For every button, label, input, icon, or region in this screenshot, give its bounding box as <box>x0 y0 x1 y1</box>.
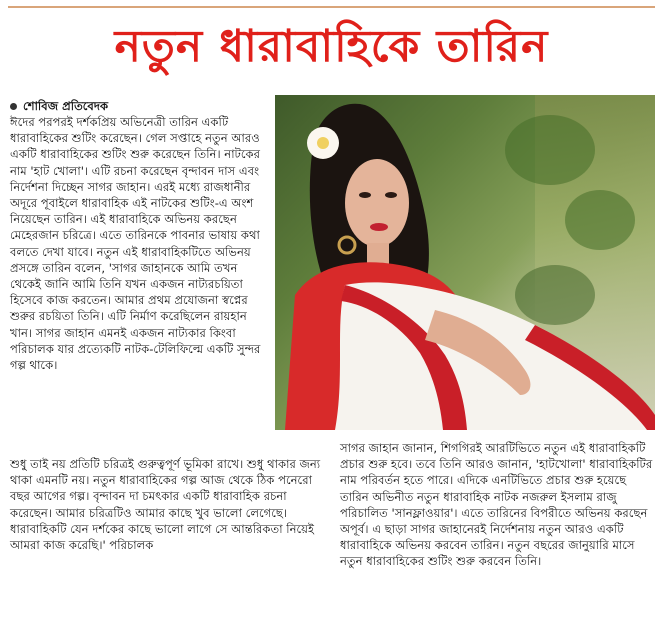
article-paragraph-right: সাগর জাহান জানান, শিগগিরই আরটিভিতে নতুন এই ধারাবাহিকটি প্রচার শুরু হবে। তবে তিনি আরও জানান, 'হাটখোলা' ধারাবাহিকটির নাম পরিবর্তন হতে পারে। এদিকে এনটিভিতে প্রচার শুরু হয়েছে তারিন অভিনীত নতুন ধারাবাহিক নাটক নজরুল ইসলাম রাজু পরিচালিত 'সানফ্লাওয়ার'। এতে তারিনের বিপরীতে অভিনয় করছেন অপূর্ব। এ ছাড়া সাগর জাহানেরই নির্দেশনায় নতুন আরও একটি ধারাবাহিকে অভিনয় করবেন তারিন। নতুন বছরের জানুয়ারি মাসে নতুন ধারাবাহিকের শুটিং শুরু করবেন তিনি। <box>340 441 653 569</box>
article-paragraph-bottom-left: শুধু তাই নয় প্রতিটি চরিত্রই গুরুত্বপূর্ণ ভূমিকা রাখে। শুধু থাকার জন্য থাকা এমনটি নয়। নতুন ধারাবাহিকের গল্প আজ থেকে ঠিক পনেরো বছর আগের গল্প। বৃন্দাবন দা চমৎকার একটি ধারাবাহিক রচনা করেছেন। আমার চরিত্রটিও আমার কাছে খুব ভালো লেগেছে। ধারাবাহিকটি যেন দর্শকের কাছে ভালো লাগে সে আন্তরিকতা নিয়েই আমরা কাজ করেছি।' পরিচালক <box>10 457 321 553</box>
bullet-icon <box>10 103 17 110</box>
top-rule <box>8 6 655 8</box>
article-text-left-upper <box>10 114 272 373</box>
article-text-right <box>340 440 654 570</box>
byline <box>10 98 335 114</box>
woman-illustration <box>275 95 655 430</box>
article-text-left-lower <box>10 456 332 553</box>
headline: নতুন ধারাবাহিকে তারিন <box>114 21 549 72</box>
article-photo <box>275 95 655 430</box>
byline-text: শোবিজ প্রতিবেদক <box>23 99 109 113</box>
article-column-left <box>10 98 335 114</box>
article-paragraph-left: ঈদের পরপরই দর্শকপ্রিয় অভিনেত্রী তারিন একটি ধারাবাহিকের শুটিং করেছেন। গেল সপ্তাহে নতুন আরও একটি ধারাবাহিকের শুটিং শুরু করেছেন তিনি। নাটকের নাম 'হাট খোলা'। এটি রচনা করেছেন বৃন্দাবন দাস এবং নির্দেশনা দিচ্ছেন সাগর জাহান। এরই মধ্যে রাজধানীর অদূরে পূবাইলে ধারাবাহিক এই নাটকের শুটিং-এ অংশ নিয়েছেন তারিন। এই ধারাবাহিকে অভিনয় করছেন মেহেরজান চরিত্রে। এতে তারিনকে পাবনার ভাষায় কথা বলতে দেখা যাবে। নতুন এই ধারাবাহিকটিতে অভিনয় প্রসঙ্গে তারিন বলেন, 'সাগর জাহানকে আমি তখন থেকেই জানি আমি তিনি যখন একজন নাট্যরচয়িতা হিসেবে কাজ করতেন। আমার প্রথম প্রযোজনা স্বপ্নের শুরুর রচয়িতা তিনি। এটি নির্মাণ করেছিলেন রায়হান খান। সাগর জাহান এমনই একজন নাট্যকার কিংবা পরিচালক যার প্রত্যেকটি নাটক-টেলিফিল্মে একটি সুন্দর গল্প থাকে। <box>10 115 261 373</box>
